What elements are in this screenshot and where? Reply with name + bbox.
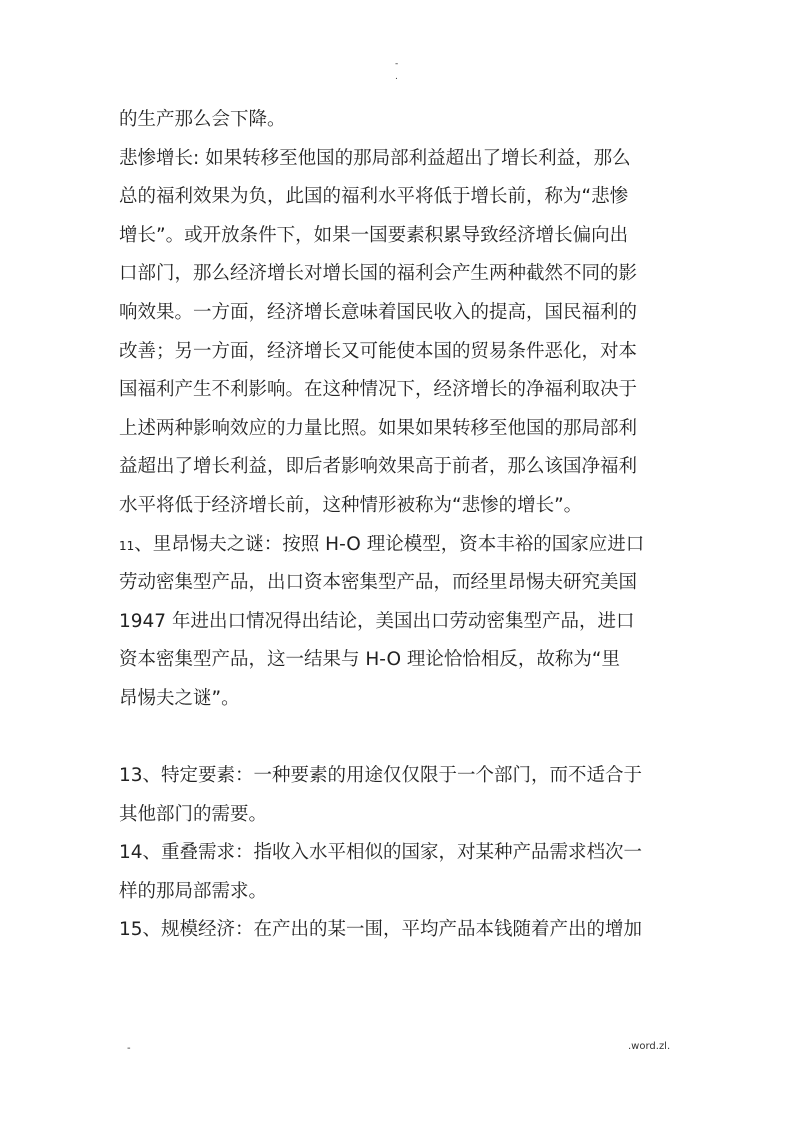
text-line: 益超出了增长利益，即后者影响效果高于前者，那么该国净福利 bbox=[119, 456, 638, 478]
text-line: 改善；另一方面，经济增长又可能使本国的贸易条件恶化，对本 bbox=[119, 340, 638, 362]
text-line: 口部门，那么经济增长对增长国的福利会产生两种截然不同的影 bbox=[119, 263, 638, 285]
text-line: 上述两种影响效应的力量比照。如果如果转移至他国的那局部利 bbox=[119, 417, 638, 439]
text-line: 1947 年进出口情况得出结论，美国出口劳动密集型产品，进口 bbox=[119, 610, 635, 632]
text-line: 资本密集型产品，这一结果与 H-O 理论恰恰相反，故称为“里 bbox=[119, 649, 621, 671]
text-line: 总的福利效果为负，此国的福利水平将低于增长前，称为“悲惨 bbox=[119, 186, 629, 208]
text-line: 水平将低于经济增长前，这种情形被称为“悲惨的增长”。 bbox=[119, 494, 583, 516]
text-line: 增长”。或开放条件下，如果一国要素积累导致经济增长偏向出 bbox=[119, 224, 629, 246]
header-dash: - bbox=[395, 59, 399, 69]
header-dot: . bbox=[395, 72, 398, 82]
paragraph-gap bbox=[119, 719, 679, 758]
text-line: 15、规模经济：在产出的某一围，平均产品本钱随着产出的增加 bbox=[119, 919, 643, 941]
text-line: 14、重叠需求：指收入水平相似的国家，对某种产品需求档次一 bbox=[119, 842, 643, 864]
text-line: 悲惨增长: 如果转移至他国的那局部利益超出了增长利益，那么 bbox=[119, 147, 631, 169]
footer-watermark: .word.zl. bbox=[628, 1041, 671, 1052]
text-line: 国福利产生不利影响。在这种情况下，经济增长的净福利取决于 bbox=[119, 379, 638, 401]
item-11-first-line bbox=[119, 526, 679, 565]
text-line: 13、特定要素：一种要素的用途仅仅限于一个部门，而不适合于 bbox=[119, 765, 643, 787]
text-line: 昂惕夫之谜”。 bbox=[119, 687, 240, 709]
text-line: 其他部门的需要。 bbox=[119, 803, 268, 825]
text-line: 样的那局部需求。 bbox=[119, 880, 268, 902]
text-line: 的生产那么会下降。 bbox=[119, 109, 286, 130]
document-body bbox=[119, 101, 679, 950]
footer-dash: - bbox=[127, 1043, 131, 1054]
item-11-text: 、里昂惕夫之谜：按照 H-O 理论模型，资本丰裕的国家应进口 bbox=[134, 533, 645, 555]
text-line: 劳动密集型产品，出口资本密集型产品，而经里昂惕夫研究美国 bbox=[119, 572, 638, 594]
item-11-number: 11 bbox=[119, 538, 135, 553]
text-line: 响效果。一方面，经济增长意味着国民收入的提高，国民福利的 bbox=[119, 301, 638, 323]
